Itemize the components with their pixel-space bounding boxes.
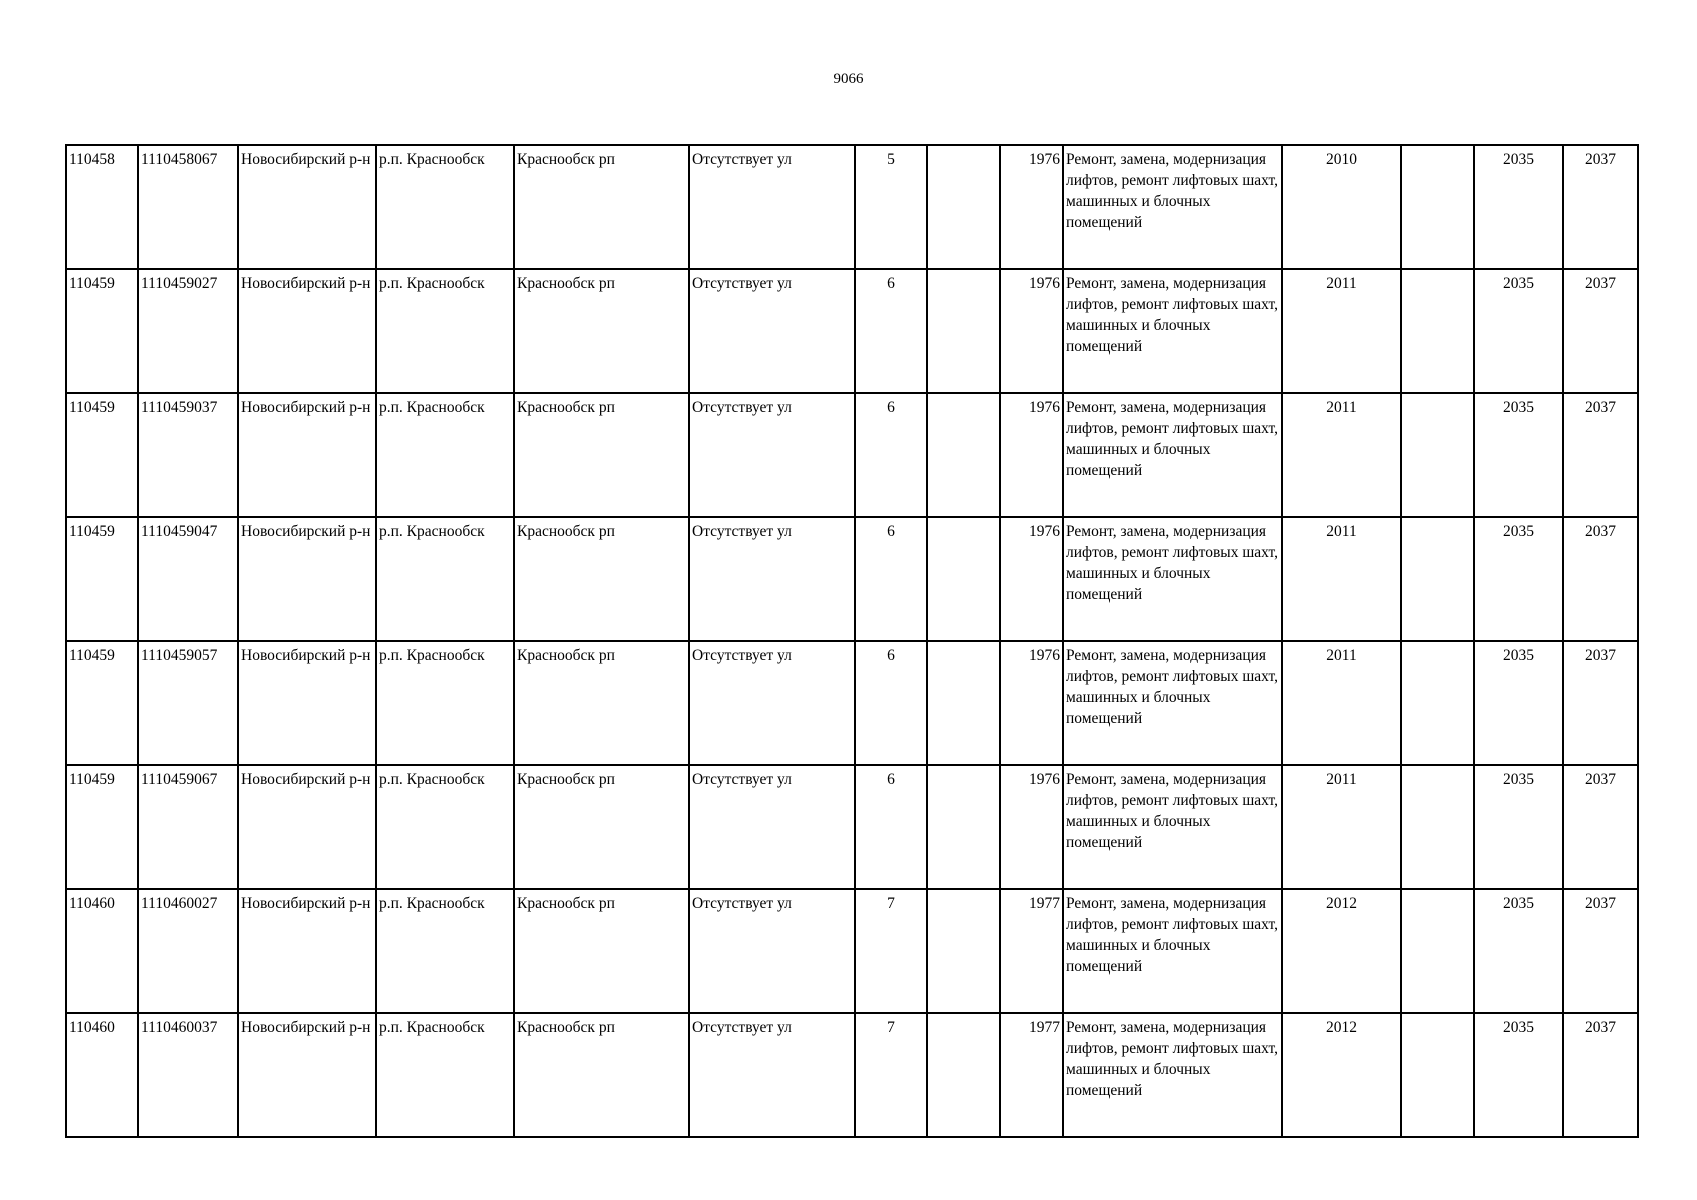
cell-plan-to: 2037 bbox=[1563, 517, 1638, 641]
cell-work-type: Ремонт, замена, модернизация лифтов, ремонт лифтовых шахт, машинных и блочных помещений bbox=[1063, 145, 1282, 269]
cell-empty bbox=[1401, 269, 1474, 393]
cell-locality: Краснообск рп bbox=[514, 1013, 689, 1137]
cell-street: Отсутствует ул bbox=[689, 765, 855, 889]
cell-work-type: Ремонт, замена, модернизация лифтов, ремонт лифтовых шахт, машинных и блочных помещений bbox=[1063, 269, 1282, 393]
cell-code: 1110460027 bbox=[138, 889, 238, 1013]
cell-year-built: 1977 bbox=[1000, 1013, 1063, 1137]
cell-last-repair: 2012 bbox=[1282, 889, 1401, 1013]
cell-empty bbox=[927, 517, 1000, 641]
cell-work-type: Ремонт, замена, модернизация лифтов, ремонт лифтовых шахт, машинных и блочных помещений bbox=[1063, 765, 1282, 889]
cell-work-type: Ремонт, замена, модернизация лифтов, ремонт лифтовых шахт, машинных и блочных помещений bbox=[1063, 641, 1282, 765]
cell-empty bbox=[1401, 517, 1474, 641]
cell-empty bbox=[1401, 1013, 1474, 1137]
cell-code: 1110458067 bbox=[138, 145, 238, 269]
cell-plan-from: 2035 bbox=[1474, 889, 1563, 1013]
cell-year-built: 1976 bbox=[1000, 145, 1063, 269]
cell-settlement: р.п. Краснообск bbox=[376, 641, 514, 765]
cell-settlement: р.п. Краснообск bbox=[376, 517, 514, 641]
cell-district: Новосибирский р-н bbox=[238, 641, 376, 765]
table-row bbox=[66, 641, 1638, 765]
cell-year-built: 1976 bbox=[1000, 517, 1063, 641]
cell-empty bbox=[927, 393, 1000, 517]
cell-house: 6 bbox=[855, 517, 927, 641]
cell-id: 110459 bbox=[66, 393, 138, 517]
cell-id: 110458 bbox=[66, 145, 138, 269]
cell-house: 5 bbox=[855, 145, 927, 269]
cell-house: 6 bbox=[855, 641, 927, 765]
cell-code: 1110459057 bbox=[138, 641, 238, 765]
cell-plan-from: 2035 bbox=[1474, 269, 1563, 393]
cell-empty bbox=[927, 889, 1000, 1013]
cell-code: 1110459037 bbox=[138, 393, 238, 517]
cell-plan-to: 2037 bbox=[1563, 269, 1638, 393]
cell-settlement: р.п. Краснообск bbox=[376, 393, 514, 517]
cell-street: Отсутствует ул bbox=[689, 517, 855, 641]
cell-district: Новосибирский р-н bbox=[238, 517, 376, 641]
cell-street: Отсутствует ул bbox=[689, 1013, 855, 1137]
cell-locality: Краснообск рп bbox=[514, 393, 689, 517]
cell-last-repair: 2011 bbox=[1282, 393, 1401, 517]
cell-last-repair: 2011 bbox=[1282, 765, 1401, 889]
cell-empty bbox=[1401, 641, 1474, 765]
table-row bbox=[66, 889, 1638, 1013]
registry-table bbox=[65, 144, 1639, 1138]
cell-last-repair: 2011 bbox=[1282, 641, 1401, 765]
cell-empty bbox=[927, 1013, 1000, 1137]
cell-year-built: 1976 bbox=[1000, 765, 1063, 889]
cell-plan-to: 2037 bbox=[1563, 641, 1638, 765]
cell-plan-from: 2035 bbox=[1474, 517, 1563, 641]
cell-year-built: 1976 bbox=[1000, 269, 1063, 393]
cell-empty bbox=[1401, 765, 1474, 889]
cell-plan-to: 2037 bbox=[1563, 1013, 1638, 1137]
cell-settlement: р.п. Краснообск bbox=[376, 889, 514, 1013]
cell-locality: Краснообск рп bbox=[514, 765, 689, 889]
cell-settlement: р.п. Краснообск bbox=[376, 269, 514, 393]
cell-street: Отсутствует ул bbox=[689, 393, 855, 517]
cell-street: Отсутствует ул bbox=[689, 145, 855, 269]
cell-work-type: Ремонт, замена, модернизация лифтов, ремонт лифтовых шахт, машинных и блочных помещений bbox=[1063, 517, 1282, 641]
cell-code: 1110459067 bbox=[138, 765, 238, 889]
cell-id: 110460 bbox=[66, 889, 138, 1013]
table-row bbox=[66, 517, 1638, 641]
cell-plan-from: 2035 bbox=[1474, 393, 1563, 517]
cell-locality: Краснообск рп bbox=[514, 889, 689, 1013]
cell-locality: Краснообск рп bbox=[514, 517, 689, 641]
cell-id: 110459 bbox=[66, 641, 138, 765]
cell-district: Новосибирский р-н bbox=[238, 393, 376, 517]
page-number: 9066 bbox=[833, 71, 864, 87]
cell-district: Новосибирский р-н bbox=[238, 1013, 376, 1137]
cell-plan-from: 2035 bbox=[1474, 1013, 1563, 1137]
cell-plan-from: 2035 bbox=[1474, 641, 1563, 765]
cell-settlement: р.п. Краснообск bbox=[376, 1013, 514, 1137]
cell-id: 110459 bbox=[66, 269, 138, 393]
cell-code: 1110459027 bbox=[138, 269, 238, 393]
cell-house: 6 bbox=[855, 765, 927, 889]
table-row bbox=[66, 1013, 1638, 1137]
cell-street: Отсутствует ул bbox=[689, 269, 855, 393]
cell-id: 110460 bbox=[66, 1013, 138, 1137]
cell-empty bbox=[1401, 889, 1474, 1013]
cell-district: Новосибирский р-н bbox=[238, 145, 376, 269]
cell-id: 110459 bbox=[66, 517, 138, 641]
cell-year-built: 1976 bbox=[1000, 393, 1063, 517]
cell-plan-to: 2037 bbox=[1563, 765, 1638, 889]
cell-work-type: Ремонт, замена, модернизация лифтов, ремонт лифтовых шахт, машинных и блочных помещений bbox=[1063, 393, 1282, 517]
cell-house: 6 bbox=[855, 393, 927, 517]
cell-plan-from: 2035 bbox=[1474, 145, 1563, 269]
cell-district: Новосибирский р-н bbox=[238, 269, 376, 393]
table-row bbox=[66, 269, 1638, 393]
cell-plan-to: 2037 bbox=[1563, 145, 1638, 269]
cell-last-repair: 2012 bbox=[1282, 1013, 1401, 1137]
cell-settlement: р.п. Краснообск bbox=[376, 145, 514, 269]
cell-locality: Краснообск рп bbox=[514, 269, 689, 393]
cell-year-built: 1977 bbox=[1000, 889, 1063, 1013]
table-row bbox=[66, 393, 1638, 517]
cell-street: Отсутствует ул bbox=[689, 889, 855, 1013]
cell-work-type: Ремонт, замена, модернизация лифтов, ремонт лифтовых шахт, машинных и блочных помещений bbox=[1063, 1013, 1282, 1137]
registry-body bbox=[66, 145, 1638, 1137]
cell-empty bbox=[1401, 145, 1474, 269]
cell-plan-to: 2037 bbox=[1563, 393, 1638, 517]
cell-empty bbox=[927, 269, 1000, 393]
cell-district: Новосибирский р-н bbox=[238, 889, 376, 1013]
cell-house: 7 bbox=[855, 1013, 927, 1137]
cell-locality: Краснообск рп bbox=[514, 145, 689, 269]
cell-last-repair: 2011 bbox=[1282, 517, 1401, 641]
cell-last-repair: 2010 bbox=[1282, 145, 1401, 269]
cell-code: 1110460037 bbox=[138, 1013, 238, 1137]
cell-empty bbox=[927, 641, 1000, 765]
cell-plan-from: 2035 bbox=[1474, 765, 1563, 889]
cell-empty bbox=[1401, 393, 1474, 517]
cell-district: Новосибирский р-н bbox=[238, 765, 376, 889]
cell-plan-to: 2037 bbox=[1563, 889, 1638, 1013]
cell-house: 7 bbox=[855, 889, 927, 1013]
cell-id: 110459 bbox=[66, 765, 138, 889]
cell-empty bbox=[927, 765, 1000, 889]
table-row bbox=[66, 765, 1638, 889]
cell-locality: Краснообск рп bbox=[514, 641, 689, 765]
cell-year-built: 1976 bbox=[1000, 641, 1063, 765]
cell-house: 6 bbox=[855, 269, 927, 393]
table-row bbox=[66, 145, 1638, 269]
cell-work-type: Ремонт, замена, модернизация лифтов, ремонт лифтовых шахт, машинных и блочных помещений bbox=[1063, 889, 1282, 1013]
cell-last-repair: 2011 bbox=[1282, 269, 1401, 393]
cell-empty bbox=[927, 145, 1000, 269]
cell-settlement: р.п. Краснообск bbox=[376, 765, 514, 889]
cell-street: Отсутствует ул bbox=[689, 641, 855, 765]
cell-code: 1110459047 bbox=[138, 517, 238, 641]
